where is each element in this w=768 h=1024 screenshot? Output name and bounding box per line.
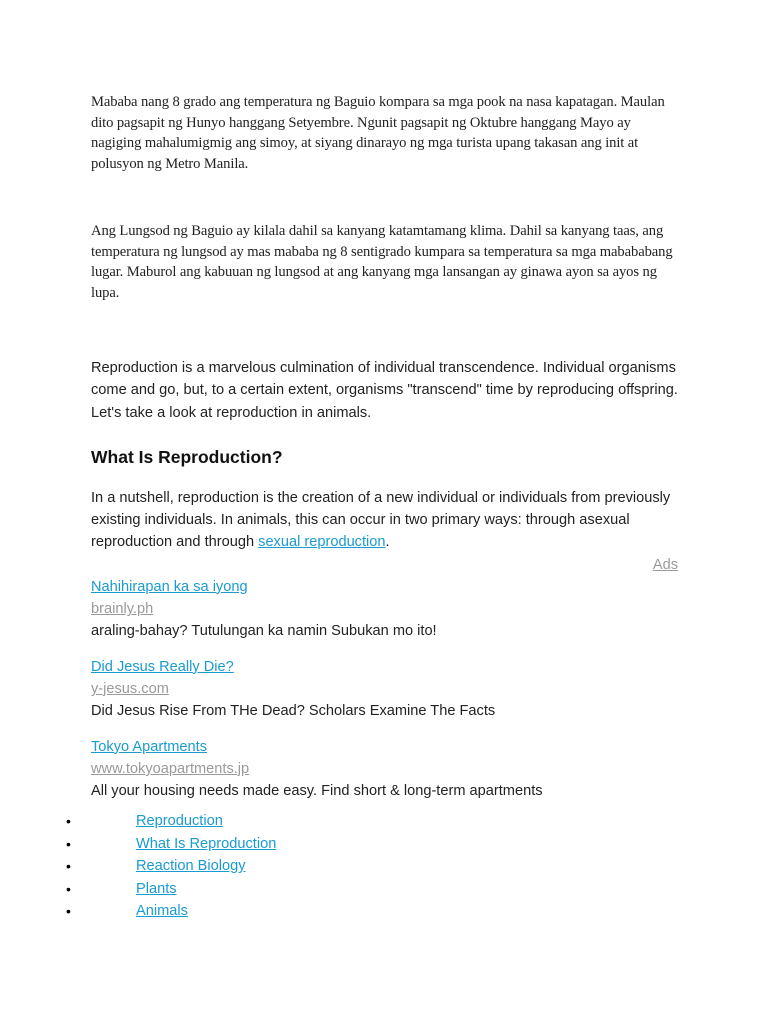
list-item bbox=[0, 810, 276, 833]
sexual-reproduction-link[interactable]: sexual reproduction bbox=[258, 534, 386, 551]
definition-text-end: . bbox=[385, 534, 390, 551]
related-links-list bbox=[0, 810, 276, 923]
related-link-what-is-reproduction[interactable]: What Is Reproduction bbox=[136, 835, 277, 852]
related-link-reaction-biology[interactable]: Reaction Biology bbox=[136, 858, 246, 874]
related-link-reproduction[interactable]: Reproduction bbox=[136, 813, 223, 829]
ad-domain-link[interactable]: brainly.ph bbox=[91, 601, 154, 618]
reproduction-intro-paragraph: Reproduction is a marvelous culmination of individual transcendence. Individual organisms come and go, but, to a certain extent, organisms "transcend" time by reproducing offspring. Let's take a look at reproduction in animals. bbox=[91, 360, 678, 421]
list-item bbox=[0, 878, 276, 901]
bullet: • bbox=[66, 858, 71, 874]
ad-domain-link[interactable]: www.tokyoapartments.jp bbox=[91, 760, 250, 777]
ad-item[interactable] bbox=[91, 576, 681, 643]
bullet: • bbox=[66, 880, 71, 897]
baguio-paragraph-1: Mababa nang 8 grado ang temperatura ng Baguio kompara sa mga pook na nasa kapatagan. Maulan dito pagsapit ng Hunyo hanggang Setyembre. Ngunit pagsapit ng Oktubre hanggang Mayo ay nagiging mahalumigmig ang simoy, at siyang dinarayo ng mga turista upang takasan ang init at polusyon ng Metro Manila. bbox=[91, 94, 665, 172]
reproduction-definition-paragraph bbox=[91, 487, 681, 554]
definition-text: In a nutshell, reproduction is the creation of a new individual or individuals from previously existing individuals. In animals, this can occur in two primary ways: through asexual reproduction and through bbox=[91, 489, 671, 551]
ad-title-link[interactable]: Nahihirapan ka sa iyong bbox=[91, 578, 248, 595]
list-item bbox=[0, 855, 276, 878]
list-item bbox=[0, 833, 276, 856]
related-link-plants[interactable]: Plants bbox=[136, 880, 177, 897]
document-page bbox=[91, 92, 681, 802]
ad-title-link[interactable]: Tokyo Apartments bbox=[91, 738, 207, 755]
baguio-paragraph-2: Ang Lungsod ng Baguio ay kilala dahil sa kanyang katamtamang klima. Dahil sa kanyang taas, ang temperatura ng lungsod ay mas mababa ng 8 sentigrado kumpara sa temperatura sa mga mabababang lugar. Maburol ang kabuuan ng lungsod at ang kanyang mga lansangan ay ginawa ayon sa ayos ng lupa. bbox=[91, 223, 673, 301]
ad-title-link[interactable]: Did Jesus Really Die? bbox=[91, 658, 234, 675]
related-link-animals[interactable]: Animals bbox=[136, 903, 188, 919]
ad-description: Did Jesus Rise From THe Dead? Scholars Examine The Facts bbox=[91, 703, 496, 720]
ads-label[interactable]: Ads bbox=[652, 556, 678, 573]
bullet: • bbox=[66, 813, 71, 829]
list-item bbox=[0, 900, 276, 923]
section-heading: What Is Reproduction? bbox=[91, 446, 283, 467]
ad-description: araling-bahay? Tutulungan ka namin Subukan mo ito! bbox=[91, 623, 437, 640]
ad-item[interactable] bbox=[91, 656, 681, 723]
bullet: • bbox=[66, 903, 71, 919]
ad-domain-link[interactable]: y-jesus.com bbox=[91, 680, 169, 697]
bullet: • bbox=[66, 835, 71, 852]
ad-description: All your housing needs made easy. Find short & long-term apartments bbox=[91, 783, 543, 800]
ad-item[interactable] bbox=[91, 736, 681, 803]
